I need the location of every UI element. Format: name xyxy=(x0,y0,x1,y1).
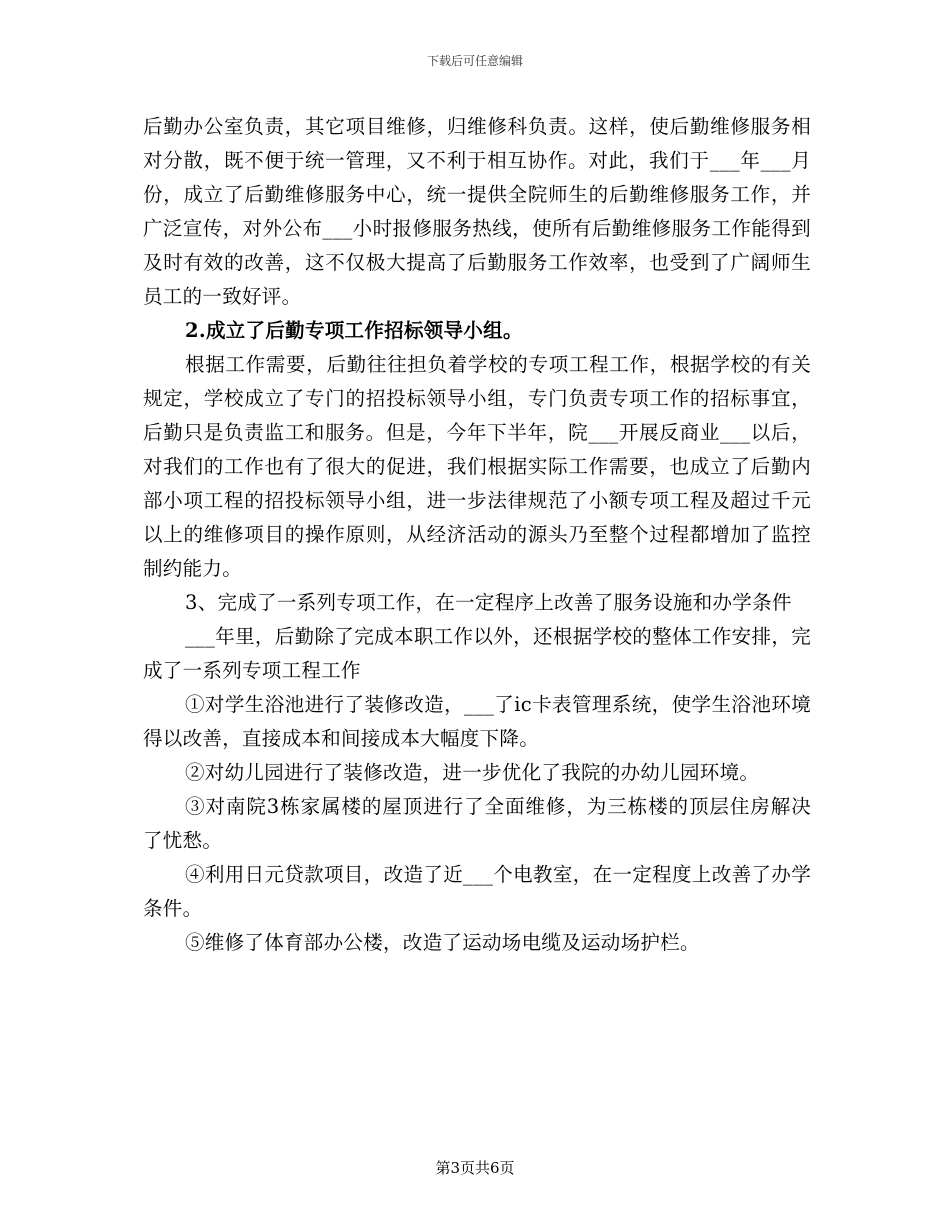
paragraph-bidding-group: 根据工作需要，后勤往往担负着学校的专项工程工作，根据学校的有关规定，学校成立了专门的招投标领导小组，专门负责专项工作的招标事宜，后勤只是负责监工和服务。但是，今年下半年，院___开展反商业___以后，对我们的工作也有了很大的促进，我们根据实际工作需要，也成立了后勤内部小项工程的招投标领导小组，进一步法律规范了小额专项工程及超过千元以上的维修项目的操作原则，从经济活动的源头乃至整个过程都增加了监控制约能力。 xyxy=(143,353,811,580)
paragraph-maintenance-center: 后勤办公室负责，其它项目维修，归维修科负责。这样，使后勤维修服务相对分散，既不便于统一管理，又不利于相互协作。对此，我们于___年___月份，成立了后勤维修服务中心，统一提供全院师生的后勤维修服务工作，并广泛宣传，对外公布___小时报修服务热线，使所有后勤维修服务工作能得到及时有效的改善，这不仅极大提高了后勤服务工作效率，也受到了广阔师生员工的一致好评。 xyxy=(143,115,811,308)
list-item-kindergarten: ②对幼儿园进行了装修改造，进一步优化了我院的办幼儿园环境。 xyxy=(185,761,760,784)
list-item-bathhouse: ①对学生浴池进行了装修改造，___了ic卡表管理系统，使学生浴池环境得以改善，直接成本和间接成本大幅度下降。 xyxy=(143,693,811,750)
section-heading-2: 2.成立了后勤专项工作招标领导小组。 xyxy=(185,319,523,342)
paragraph-special-projects: ___年里，后勤除了完成本职工作以外，还根据学校的整体工作安排，完成了一系列专项工程工作 xyxy=(143,625,811,682)
section-heading-3: 3、完成了一系列专项工作，在一定程序上改善了服务设施和办学条件 xyxy=(185,591,792,614)
page-footer: 第3页共6页 xyxy=(435,1159,515,1177)
list-item-roof-repair: ③对南院3栋家属楼的屋顶进行了全面维修，为三栋楼的顶层住房解决了忧愁。 xyxy=(143,795,811,852)
list-item-sports-building: ⑤维修了体育部办公楼，改造了运动场电缆及运动场护栏。 xyxy=(185,931,700,954)
document-body xyxy=(143,110,811,960)
page-header: 下载后可任意编辑 xyxy=(426,54,523,68)
list-item-classrooms: ④利用日元贷款项目，改造了近___个电教室，在一定程度上改善了办学条件。 xyxy=(143,863,811,920)
